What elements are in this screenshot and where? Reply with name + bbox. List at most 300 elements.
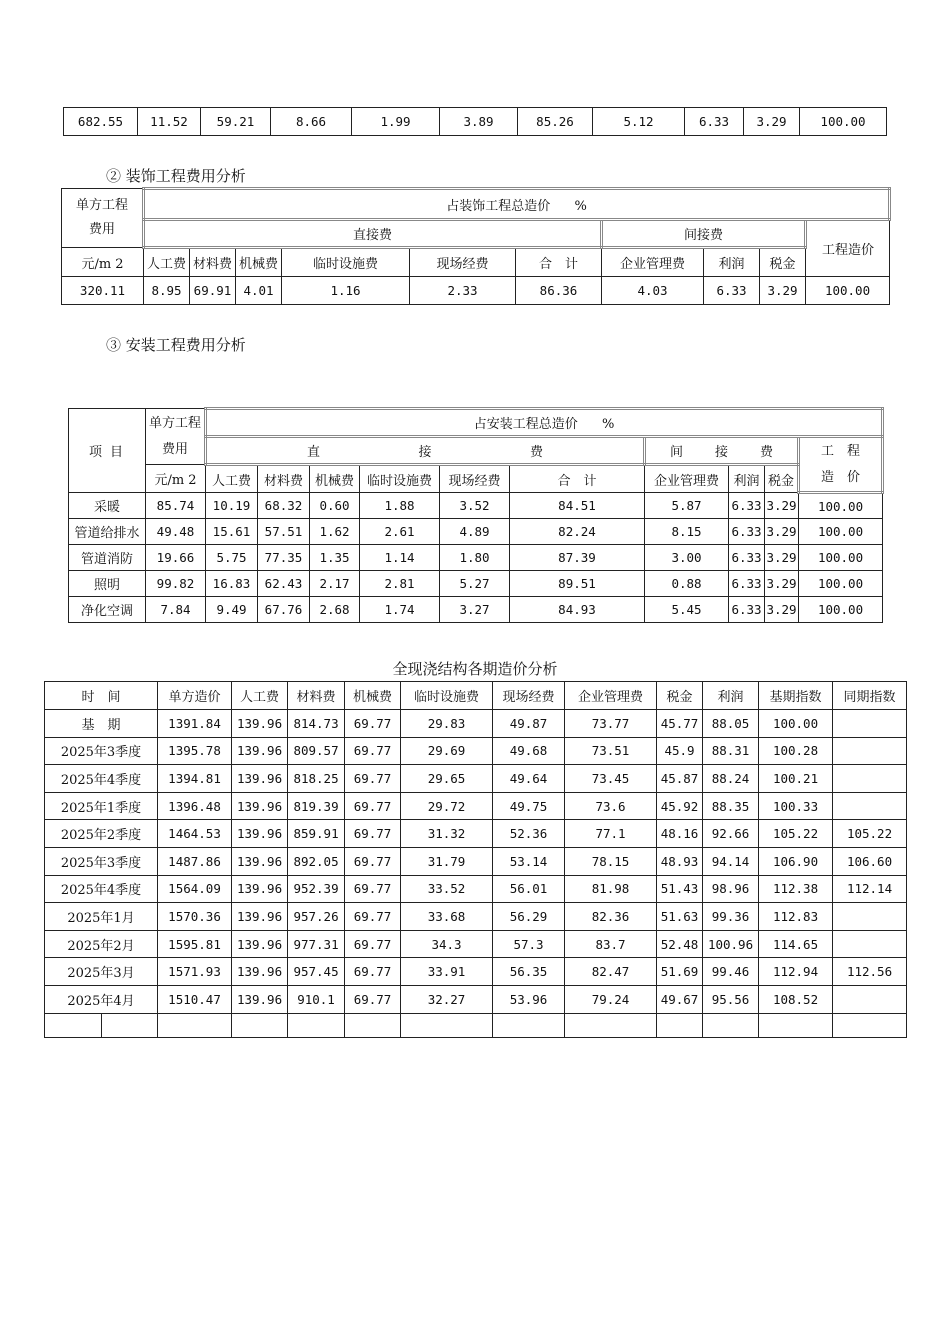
unit-header: 元/m 2 — [146, 465, 206, 493]
cell: 8.15 — [645, 519, 729, 545]
pct-sign: % — [601, 417, 615, 432]
empty-cell — [401, 1013, 493, 1037]
cell: 56.35 — [493, 958, 565, 986]
cell: 49.67 — [657, 985, 703, 1013]
table-row — [45, 985, 907, 1013]
cell: 73.45 — [565, 765, 657, 793]
item-name: 管道消防 — [69, 545, 146, 571]
pct-header-label: 占安装工程总造价 — [473, 417, 578, 432]
table-row — [45, 765, 907, 793]
column-header: 现场经费 — [493, 682, 565, 710]
cell: 1394.81 — [158, 765, 232, 793]
cell: 82.24 — [510, 519, 645, 545]
unit-cost-label-1: 单方工程 — [75, 198, 128, 213]
cell: 2.61 — [360, 519, 440, 545]
column-header: 税金 — [765, 465, 799, 493]
table-row — [45, 875, 907, 903]
cell: 32.27 — [401, 985, 493, 1013]
unit-cost-header — [146, 409, 206, 465]
empty-cell — [158, 1013, 232, 1037]
cell: 3.27 — [440, 597, 510, 623]
cell: 29.72 — [401, 792, 493, 820]
cell: 99.46 — [703, 958, 759, 986]
cell — [833, 930, 907, 958]
cell: 105.22 — [759, 820, 833, 848]
empty-cell — [288, 1013, 345, 1037]
cell: 100.00 — [799, 545, 883, 571]
cell: 320.11 — [62, 277, 144, 305]
periods-title: 全现浇结构各期造价分析 — [392, 660, 558, 678]
empty-cell — [565, 1013, 657, 1037]
cell: 682.55 — [64, 108, 138, 136]
cell: 94.14 — [703, 847, 759, 875]
cell: 85.74 — [146, 493, 206, 519]
period-label: 2025年3月 — [45, 958, 158, 986]
cell — [833, 710, 907, 738]
cell: 139.96 — [232, 737, 288, 765]
column-header: 利润 — [729, 465, 765, 493]
cell: 5.12 — [593, 108, 685, 136]
cell: 139.96 — [232, 875, 288, 903]
indirect-cost-header: 间接费 — [602, 220, 806, 248]
cell: 88.05 — [703, 710, 759, 738]
cell: 139.96 — [232, 930, 288, 958]
cell: 1.35 — [310, 545, 360, 571]
cell: 5.75 — [206, 545, 258, 571]
cell: 8.66 — [271, 108, 352, 136]
cell: 29.69 — [401, 737, 493, 765]
column-header: 时 间 — [45, 682, 158, 710]
table-row — [69, 493, 883, 519]
item-name: 采暖 — [69, 493, 146, 519]
cell: 859.91 — [288, 820, 345, 848]
cell: 2.68 — [310, 597, 360, 623]
cell: 108.52 — [759, 985, 833, 1013]
table-row — [45, 847, 907, 875]
cell: 73.77 — [565, 710, 657, 738]
table-row — [64, 108, 887, 136]
cell: 19.66 — [146, 545, 206, 571]
cell: 84.51 — [510, 493, 645, 519]
cell: 53.96 — [493, 985, 565, 1013]
cell: 69.77 — [345, 792, 401, 820]
indirect-char: 接 — [714, 445, 742, 460]
empty-cell — [45, 1013, 102, 1037]
cell: 0.88 — [645, 571, 729, 597]
empty-cell — [345, 1013, 401, 1037]
cell — [833, 903, 907, 931]
pct-header-label: 占装饰工程总造价 — [446, 198, 551, 214]
cell: 49.64 — [493, 765, 565, 793]
unit-header: 元/m 2 — [62, 248, 144, 277]
table-row — [45, 903, 907, 931]
cell: 6.33 — [729, 519, 765, 545]
table-row — [62, 277, 890, 305]
cell: 1564.09 — [158, 875, 232, 903]
table-row — [45, 930, 907, 958]
cell: 112.83 — [759, 903, 833, 931]
cell: 3.29 — [760, 277, 806, 305]
item-name: 照明 — [69, 571, 146, 597]
cell: 100.00 — [799, 571, 883, 597]
cell: 84.93 — [510, 597, 645, 623]
column-header: 基期指数 — [759, 682, 833, 710]
column-header: 临时设施费 — [360, 465, 440, 493]
cell: 1.80 — [440, 545, 510, 571]
cell: 52.48 — [657, 930, 703, 958]
cell — [833, 737, 907, 765]
cell: 112.14 — [833, 875, 907, 903]
cell: 29.65 — [401, 765, 493, 793]
direct-char: 直 — [307, 445, 368, 460]
cell: 106.60 — [833, 847, 907, 875]
table-row — [69, 545, 883, 571]
cell: 69.77 — [345, 847, 401, 875]
column-header: 材料费 — [288, 682, 345, 710]
cell: 51.43 — [657, 875, 703, 903]
cell: 99.82 — [146, 571, 206, 597]
cell: 1.99 — [352, 108, 440, 136]
cell: 139.96 — [232, 820, 288, 848]
cell: 9.49 — [206, 597, 258, 623]
cell: 977.31 — [288, 930, 345, 958]
cell: 45.77 — [657, 710, 703, 738]
period-label: 2025年4季度 — [45, 765, 158, 793]
column-header: 材料费 — [190, 248, 236, 277]
cell: 62.43 — [258, 571, 310, 597]
cell: 0.60 — [310, 493, 360, 519]
cell: 3.29 — [765, 571, 799, 597]
column-header: 税金 — [760, 248, 806, 277]
cell: 73.51 — [565, 737, 657, 765]
cell: 139.96 — [232, 985, 288, 1013]
cell: 69.77 — [345, 903, 401, 931]
cell: 1.14 — [360, 545, 440, 571]
column-header: 临时设施费 — [282, 248, 410, 277]
cell: 1464.53 — [158, 820, 232, 848]
installation-cost-table — [68, 407, 884, 623]
cell: 82.47 — [565, 958, 657, 986]
column-header: 利润 — [703, 682, 759, 710]
empty-cell — [703, 1013, 759, 1037]
cell: 1571.93 — [158, 958, 232, 986]
unit-cost-header — [62, 189, 144, 248]
cell: 1396.48 — [158, 792, 232, 820]
unit-cost-label-2: 费用 — [161, 441, 188, 457]
column-header: 企业管理费 — [565, 682, 657, 710]
cell: 87.39 — [510, 545, 645, 571]
table-row — [45, 710, 907, 738]
cell: 86.36 — [516, 277, 602, 305]
cell: 957.45 — [288, 958, 345, 986]
cell: 16.83 — [206, 571, 258, 597]
cell: 89.51 — [510, 571, 645, 597]
table-row — [45, 958, 907, 986]
cell: 910.1 — [288, 985, 345, 1013]
cell: 1.16 — [282, 277, 410, 305]
cell: 49.68 — [493, 737, 565, 765]
cell: 48.93 — [657, 847, 703, 875]
cell: 83.7 — [565, 930, 657, 958]
installation-heading: ③ 安装工程费用分析 — [106, 336, 246, 354]
cell: 100.28 — [759, 737, 833, 765]
cell: 45.9 — [657, 737, 703, 765]
cell: 33.68 — [401, 903, 493, 931]
empty-cell — [657, 1013, 703, 1037]
cell: 53.14 — [493, 847, 565, 875]
cell: 952.39 — [288, 875, 345, 903]
table-row — [45, 737, 907, 765]
cell: 6.33 — [704, 277, 760, 305]
cell: 52.36 — [493, 820, 565, 848]
column-header: 机械费 — [345, 682, 401, 710]
column-header: 现场经费 — [440, 465, 510, 493]
cell: 814.73 — [288, 710, 345, 738]
cell: 98.96 — [703, 875, 759, 903]
cell: 56.01 — [493, 875, 565, 903]
empty-cell — [232, 1013, 288, 1037]
cell: 1395.78 — [158, 737, 232, 765]
cell: 3.00 — [645, 545, 729, 571]
cell: 139.96 — [232, 765, 288, 793]
cell: 82.36 — [565, 903, 657, 931]
cell: 4.03 — [602, 277, 704, 305]
cell: 49.48 — [146, 519, 206, 545]
cell: 6.33 — [729, 571, 765, 597]
column-header: 合 计 — [510, 465, 645, 493]
direct-char: 接 — [418, 445, 479, 460]
cell: 3.29 — [765, 545, 799, 571]
cell: 1.74 — [360, 597, 440, 623]
column-header: 同期指数 — [833, 682, 907, 710]
cell: 2.17 — [310, 571, 360, 597]
cell: 100.33 — [759, 792, 833, 820]
cell: 67.76 — [258, 597, 310, 623]
cell: 69.77 — [345, 765, 401, 793]
cell: 1.88 — [360, 493, 440, 519]
direct-cost-header — [206, 437, 645, 465]
cell: 49.75 — [493, 792, 565, 820]
cell: 48.16 — [657, 820, 703, 848]
period-label: 2025年2月 — [45, 930, 158, 958]
cell: 79.24 — [565, 985, 657, 1013]
indirect-char: 费 — [759, 445, 773, 460]
cell: 5.27 — [440, 571, 510, 597]
cell: 31.32 — [401, 820, 493, 848]
cell: 69.77 — [345, 710, 401, 738]
period-label: 2025年4季度 — [45, 875, 158, 903]
cell: 57.51 — [258, 519, 310, 545]
cell: 818.25 — [288, 765, 345, 793]
period-label: 2025年3季度 — [45, 737, 158, 765]
cell: 45.92 — [657, 792, 703, 820]
table-row — [45, 820, 907, 848]
column-header: 利润 — [704, 248, 760, 277]
column-header: 人工费 — [206, 465, 258, 493]
cell: 819.39 — [288, 792, 345, 820]
cell: 3.52 — [440, 493, 510, 519]
cell: 88.24 — [703, 765, 759, 793]
cell: 88.35 — [703, 792, 759, 820]
cell: 100.00 — [799, 597, 883, 623]
table-row — [45, 792, 907, 820]
cell: 69.77 — [345, 875, 401, 903]
cell: 105.22 — [833, 820, 907, 848]
cell: 1570.36 — [158, 903, 232, 931]
decoration-heading: ② 装饰工程费用分析 — [106, 167, 246, 185]
cell: 15.61 — [206, 519, 258, 545]
period-label: 2025年2季度 — [45, 820, 158, 848]
cell: 10.19 — [206, 493, 258, 519]
cell: 78.15 — [565, 847, 657, 875]
total-cost-header: 工程造价 — [806, 220, 890, 277]
indirect-cost-header — [645, 437, 799, 465]
cell: 77.35 — [258, 545, 310, 571]
column-header: 税金 — [657, 682, 703, 710]
cell: 6.33 — [685, 108, 744, 136]
cell: 88.31 — [703, 737, 759, 765]
table-row — [69, 519, 883, 545]
indirect-char: 间 — [670, 445, 697, 460]
table-row — [69, 571, 883, 597]
cell: 45.87 — [657, 765, 703, 793]
cell: 59.21 — [201, 108, 271, 136]
column-header: 合 计 — [516, 248, 602, 277]
cell: 1391.84 — [158, 710, 232, 738]
cell — [833, 765, 907, 793]
column-header: 单方造价 — [158, 682, 232, 710]
unit-cost-label-2: 费用 — [88, 222, 115, 237]
cell — [833, 792, 907, 820]
cell: 8.95 — [144, 277, 190, 305]
cell: 69.77 — [345, 820, 401, 848]
cell: 139.96 — [232, 958, 288, 986]
cell: 139.96 — [232, 847, 288, 875]
empty-row — [45, 1013, 907, 1037]
cell: 100.21 — [759, 765, 833, 793]
cell: 100.00 — [799, 519, 883, 545]
cell: 892.05 — [288, 847, 345, 875]
cell: 69.77 — [345, 958, 401, 986]
column-header: 现场经费 — [410, 248, 516, 277]
cell: 100.00 — [759, 710, 833, 738]
empty-cell — [759, 1013, 833, 1037]
cell: 4.01 — [236, 277, 282, 305]
cell: 139.96 — [232, 792, 288, 820]
cell: 69.77 — [345, 737, 401, 765]
column-header: 人工费 — [232, 682, 288, 710]
cell: 5.45 — [645, 597, 729, 623]
cell: 31.79 — [401, 847, 493, 875]
direct-cost-header: 直接费 — [144, 220, 602, 248]
cell: 68.32 — [258, 493, 310, 519]
period-cost-table — [44, 681, 907, 1038]
period-label: 2025年1季度 — [45, 792, 158, 820]
period-label: 2025年1月 — [45, 903, 158, 931]
column-header: 人工费 — [144, 248, 190, 277]
cell: 100.00 — [806, 277, 890, 305]
cell: 4.89 — [440, 519, 510, 545]
period-label: 2025年3季度 — [45, 847, 158, 875]
cell: 56.29 — [493, 903, 565, 931]
cell: 809.57 — [288, 737, 345, 765]
cell: 99.36 — [703, 903, 759, 931]
cell: 49.87 — [493, 710, 565, 738]
column-header: 机械费 — [310, 465, 360, 493]
total-label-1: 工 程 — [821, 443, 861, 459]
item-header: 项 目 — [69, 409, 146, 493]
cell: 69.91 — [190, 277, 236, 305]
pct-header — [144, 189, 890, 220]
cell: 51.69 — [657, 958, 703, 986]
cell: 3.29 — [744, 108, 800, 136]
cell: 3.29 — [765, 519, 799, 545]
total-label-2: 造 价 — [821, 469, 861, 485]
item-name: 净化空调 — [69, 597, 146, 623]
cell: 3.29 — [765, 493, 799, 519]
building-cost-table-tail — [63, 107, 887, 136]
decoration-cost-table — [61, 187, 891, 305]
cell: 112.38 — [759, 875, 833, 903]
cell: 139.96 — [232, 903, 288, 931]
empty-cell — [833, 1013, 907, 1037]
cell: 51.63 — [657, 903, 703, 931]
cell: 5.87 — [645, 493, 729, 519]
cell: 139.96 — [232, 710, 288, 738]
cell: 112.56 — [833, 958, 907, 986]
cell: 1510.47 — [158, 985, 232, 1013]
column-header: 企业管理费 — [602, 248, 704, 277]
cell: 100.00 — [800, 108, 887, 136]
cell: 112.94 — [759, 958, 833, 986]
column-header: 企业管理费 — [645, 465, 729, 493]
cell: 106.90 — [759, 847, 833, 875]
cell: 57.3 — [493, 930, 565, 958]
cell: 1.62 — [310, 519, 360, 545]
column-header: 材料费 — [258, 465, 310, 493]
cell: 81.98 — [565, 875, 657, 903]
table-row — [69, 597, 883, 623]
cell: 100.00 — [799, 493, 883, 519]
cell: 957.26 — [288, 903, 345, 931]
total-cost-header — [799, 437, 883, 493]
empty-cell — [102, 1013, 158, 1037]
direct-char: 费 — [529, 445, 543, 460]
header-row — [45, 682, 907, 710]
cell: 1595.81 — [158, 930, 232, 958]
cell: 11.52 — [138, 108, 201, 136]
period-label: 2025年4月 — [45, 985, 158, 1013]
cell: 2.33 — [410, 277, 516, 305]
cell: 2.81 — [360, 571, 440, 597]
cell: 100.96 — [703, 930, 759, 958]
cell: 3.89 — [440, 108, 518, 136]
cell: 7.84 — [146, 597, 206, 623]
cell: 33.91 — [401, 958, 493, 986]
item-name: 管道给排水 — [69, 519, 146, 545]
cell: 34.3 — [401, 930, 493, 958]
cell: 114.65 — [759, 930, 833, 958]
cell: 69.77 — [345, 930, 401, 958]
pct-header — [206, 409, 883, 437]
pct-sign: % — [574, 198, 587, 214]
cell: 73.6 — [565, 792, 657, 820]
column-header: 机械费 — [236, 248, 282, 277]
empty-cell — [493, 1013, 565, 1037]
period-label: 基 期 — [45, 710, 158, 738]
cell: 3.29 — [765, 597, 799, 623]
unit-cost-label-1: 单方工程 — [148, 415, 201, 431]
